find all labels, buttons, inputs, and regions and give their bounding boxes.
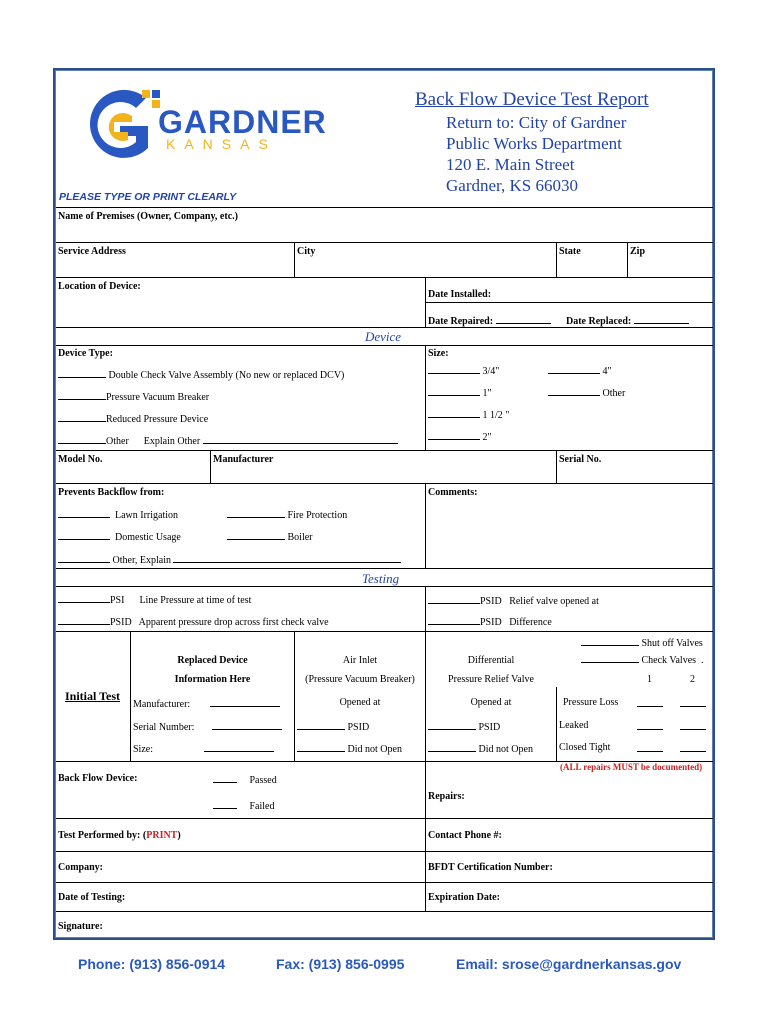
shutoff-valves-field[interactable]: Shut off Valves <box>581 636 703 649</box>
return-line-4: Gardner, KS 66030 <box>446 176 578 195</box>
size-other[interactable]: Other <box>548 386 625 399</box>
signature-label: Signature: <box>58 921 103 932</box>
device-type-pvb[interactable]: Pressure Vacuum Breaker <box>58 390 209 403</box>
performed-by-label: Test Performed by: (PRINT) <box>58 830 181 841</box>
leaked-label: Leaked <box>559 720 589 731</box>
closed-tight-1-field[interactable] <box>637 751 663 752</box>
air-inlet-label: Air Inlet <box>342 655 378 666</box>
date-installed-label: Date Installed: <box>428 289 492 300</box>
difference-field[interactable]: PSID Difference <box>428 615 552 628</box>
expiration-label: Expiration Date: <box>428 892 500 903</box>
return-line-2: Public Works Department <box>446 134 622 153</box>
passed-field[interactable]: Passed <box>213 773 277 786</box>
model-label: Model No. <box>58 454 103 465</box>
failed-field[interactable]: Failed <box>213 799 275 812</box>
repairs-label: Repairs: <box>428 791 465 802</box>
initial-size-field[interactable]: Size: <box>133 742 274 755</box>
closed-tight-2-field[interactable] <box>680 751 706 752</box>
backflow-device-label: Back Flow Device: <box>58 773 138 784</box>
gardner-g-icon <box>76 86 166 166</box>
device-type-rpd[interactable]: Reduced Pressure Device <box>58 412 208 425</box>
device-section-title: Device <box>365 329 402 344</box>
pvb-label: (Pressure Vacuum Breaker) <box>305 674 415 685</box>
bfdt-label: BFDT Certification Number: <box>428 862 553 873</box>
manufacturer-label: Manufacturer <box>213 454 274 465</box>
premises-name-label: Name of Premises (Owner, Company, etc.) <box>58 211 238 222</box>
size-1[interactable]: 1" <box>428 386 492 399</box>
air-inlet-psid-field[interactable]: PSID <box>297 720 369 733</box>
relief-valve-field[interactable]: PSID Relief valve opened at <box>428 594 599 607</box>
date-repaired-label: Date Repaired: <box>428 314 551 327</box>
prv-did-not-open[interactable]: Did not Open <box>428 742 533 755</box>
return-line-1: Return to: City of Gardner <box>446 113 627 132</box>
prevents-boiler[interactable]: Boiler <box>227 530 313 543</box>
date-replaced-label: Date Replaced: <box>566 314 689 327</box>
initial-manufacturer-field[interactable]: Manufacturer: <box>133 697 280 710</box>
prevents-domestic[interactable]: Domestic Usage <box>58 530 181 543</box>
footer-fax: Fax: (913) 856-0995 <box>276 956 405 972</box>
logo-subtitle: KANSAS <box>166 136 277 152</box>
differential-label: Differential <box>467 655 515 666</box>
prv-psid-field[interactable]: PSID <box>428 720 500 733</box>
pressure-drop-field[interactable]: PSID Apparent pressure drop across first check valve <box>58 615 329 628</box>
footer-email[interactable]: Email: srose@gardnerkansas.gov <box>456 956 682 972</box>
pressure-loss-2-field[interactable] <box>680 706 706 707</box>
footer-phone: Phone: (913) 856-0914 <box>78 956 226 972</box>
contact-phone-label: Contact Phone #: <box>428 830 502 841</box>
air-inlet-did-not-open[interactable]: Did not Open <box>297 742 402 755</box>
gardner-logo <box>76 86 346 166</box>
col-2-label: 2 <box>690 674 695 685</box>
serial-label: Serial No. <box>559 454 602 465</box>
air-inlet-opened-at: Opened at <box>339 697 381 708</box>
check-valves-field[interactable]: Check Valves . <box>581 653 704 666</box>
leaked-2-field[interactable] <box>680 729 706 730</box>
prevents-other[interactable]: Other, Explain <box>58 553 401 566</box>
size-3-4[interactable]: 3/4" <box>428 364 499 377</box>
date-testing-label: Date of Testing: <box>58 892 126 903</box>
pressure-loss-1-field[interactable] <box>637 706 663 707</box>
comments-label: Comments: <box>428 487 478 498</box>
leaked-1-field[interactable] <box>637 729 663 730</box>
company-label: Company: <box>58 862 104 873</box>
pressure-loss-label: Pressure Loss <box>563 697 619 708</box>
zip-label: Zip <box>630 246 646 257</box>
prv-opened-at: Opened at <box>470 697 512 708</box>
return-line-3: 120 E. Main Street <box>446 155 575 174</box>
service-address-label: Service Address <box>58 246 126 257</box>
logo-wordmark: GARDNER <box>158 104 327 140</box>
prevents-backflow-label: Prevents Backflow from: <box>58 487 165 498</box>
repairs-note: (ALL repairs MUST be documented) <box>560 762 703 772</box>
size-4[interactable]: 4" <box>548 364 612 377</box>
device-type-label: Device Type: <box>58 348 113 359</box>
prevents-lawn[interactable]: Lawn Irrigation <box>58 508 178 521</box>
report-title: Back Flow Device Test Report <box>415 89 649 110</box>
initial-serial-field[interactable]: Serial Number: <box>133 720 282 733</box>
initial-test-label: Initial Test <box>65 689 121 703</box>
size-2[interactable]: 2" <box>428 430 492 443</box>
size-label: Size: <box>428 348 449 359</box>
prv-label: Pressure Relief Valve <box>448 674 534 685</box>
print-instruction: PLEASE TYPE OR PRINT CLEARLY <box>59 191 237 203</box>
testing-section-title: Testing <box>362 571 400 586</box>
info-here-label: Information Here <box>174 674 251 685</box>
location-label: Location of Device: <box>58 281 141 292</box>
col-1-label: 1 <box>647 674 652 685</box>
state-label: State <box>559 246 581 257</box>
city-label: City <box>297 246 316 257</box>
device-type-other[interactable]: Other Explain Other <box>58 434 398 447</box>
device-type-dcv[interactable]: Double Check Valve Assembly (No new or replaced DCV) <box>58 368 344 381</box>
closed-tight-label: Closed Tight <box>559 742 611 753</box>
replaced-device-label: Replaced Device <box>177 655 248 666</box>
size-1-1-2[interactable]: 1 1/2 " <box>428 408 509 421</box>
print-note: PRINT <box>146 830 178 841</box>
line-pressure-field[interactable]: PSI Line Pressure at time of test <box>58 593 251 606</box>
prevents-fire[interactable]: Fire Protection <box>227 508 347 521</box>
